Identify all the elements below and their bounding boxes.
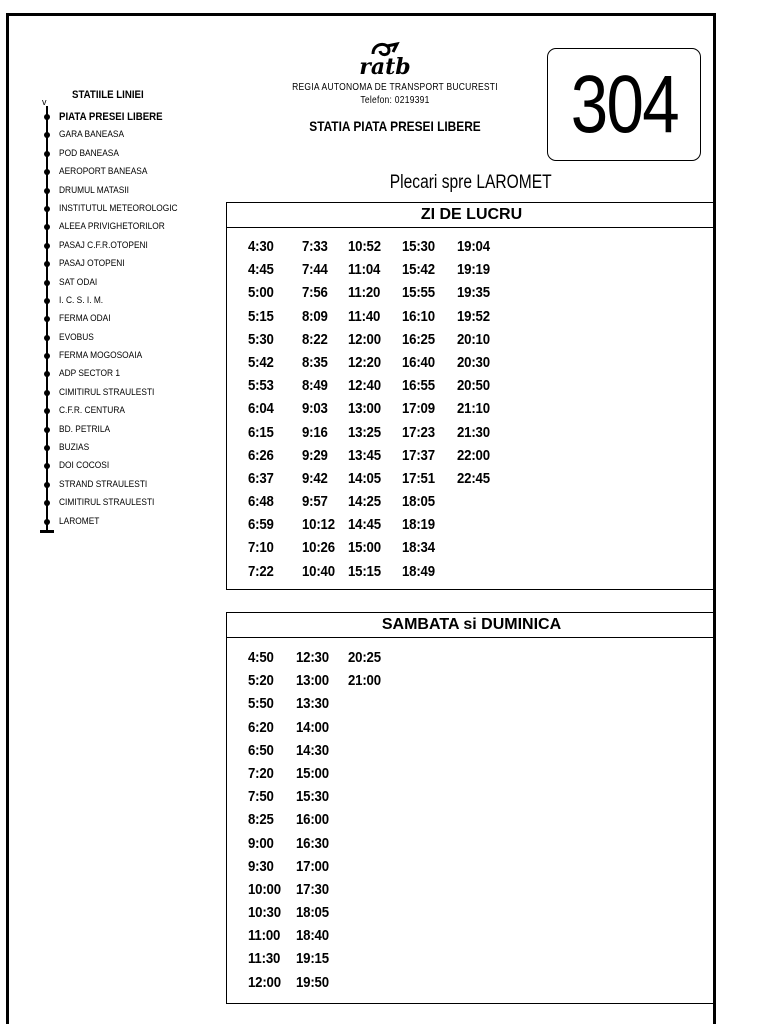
stop-dot-icon [44, 132, 50, 138]
time-row [248, 739, 400, 762]
departure-time [457, 513, 512, 536]
departure-time: 10:00 [248, 880, 281, 898]
departure-time: 9:30 [248, 857, 274, 875]
stop-dot-icon [44, 280, 50, 286]
stop-name: STRAND STRAULESTI [59, 478, 148, 490]
stop-dot-icon [44, 206, 50, 212]
departure-time: 6:59 [248, 516, 274, 534]
departure-time: 15:00 [348, 539, 381, 557]
stop-item [40, 274, 194, 292]
stop-item [40, 365, 194, 383]
weekday-times [248, 235, 512, 583]
stop-name: POD BANEASA [59, 147, 119, 159]
stop-name: ALEEA PRIVIGHETORILOR [59, 221, 165, 233]
stop-item [40, 513, 194, 531]
departure-time: 9:29 [302, 446, 328, 464]
stop-item [40, 108, 194, 126]
stop-name: ADP SECTOR 1 [59, 368, 121, 380]
stop-name: PASAJ OTOPENI [59, 258, 125, 270]
departure-time: 21:30 [457, 423, 490, 441]
departure-time: 19:04 [457, 238, 490, 255]
departure-time: 14:30 [296, 741, 329, 759]
time-row [248, 716, 400, 739]
departure-time: 11:30 [248, 950, 281, 968]
org-name: REGIA AUTONOMA DE TRANSPORT BUCURESTI [292, 82, 498, 93]
departure-time: 17:37 [402, 446, 435, 464]
departure-time: 15:30 [296, 788, 329, 806]
weekend-title: SAMBATA si DUMINICA [227, 612, 716, 638]
departure-time: 19:52 [457, 307, 490, 325]
departure-time: 6:50 [248, 741, 274, 759]
departure-time [348, 785, 400, 808]
departure-time: 5:53 [248, 377, 274, 395]
departure-time: 11:00 [248, 927, 281, 945]
stop-item [40, 310, 194, 328]
weekday-title: ZI DE LUCRU [227, 202, 716, 228]
time-row [248, 878, 400, 901]
departure-time: 7:20 [248, 764, 274, 782]
departure-time: 7:33 [302, 238, 328, 255]
time-row [248, 235, 512, 258]
departure-time: 16:25 [402, 330, 435, 348]
stop-dot-icon [44, 463, 50, 469]
departure-time: 10:12 [302, 516, 335, 534]
departure-time: 20:30 [457, 353, 490, 371]
stop-dot-icon [44, 482, 50, 488]
departure-time: 14:45 [348, 516, 381, 534]
stop-dot-icon [44, 519, 50, 525]
departure-time: 12:00 [248, 973, 281, 991]
departure-time: 9:42 [302, 469, 328, 487]
stop-dot-icon [44, 316, 50, 322]
departure-time: 17:23 [402, 423, 435, 441]
departure-time: 19:50 [296, 973, 329, 991]
departure-time: 16:55 [402, 377, 435, 395]
time-row [248, 421, 512, 444]
stop-item [40, 200, 194, 218]
departure-time: 9:57 [302, 493, 328, 511]
departure-time: 13:00 [348, 400, 381, 418]
departure-time: 18:19 [402, 516, 435, 534]
departure-time: 7:44 [302, 261, 328, 279]
stop-name: BUZIAS [59, 442, 90, 454]
departure-time: 16:10 [402, 307, 435, 325]
time-row [248, 855, 400, 878]
departure-time: 17:51 [402, 469, 435, 487]
stop-dot-icon [44, 114, 50, 120]
stop-item [40, 494, 194, 512]
stop-name: EVOBUS [59, 331, 94, 343]
stop-dot-icon [44, 500, 50, 506]
departure-time: 16:40 [402, 353, 435, 371]
stop-dot-icon [44, 169, 50, 175]
departure-time: 5:00 [248, 284, 274, 302]
departure-time: 13:45 [348, 446, 381, 464]
time-row [248, 762, 400, 785]
departure-time: 18:49 [402, 562, 435, 580]
time-row [248, 281, 512, 304]
departure-time [348, 947, 400, 970]
departure-time: 8:09 [302, 307, 328, 325]
departure-time: 7:22 [248, 562, 274, 580]
time-row [248, 901, 400, 924]
departure-time: 13:00 [296, 672, 329, 690]
departure-time: 6:26 [248, 446, 274, 464]
time-row [248, 669, 400, 692]
departure-time [348, 692, 400, 715]
stop-dot-icon [44, 353, 50, 359]
departure-time: 19:35 [457, 284, 490, 302]
stop-name: DRUMUL MATASII [59, 184, 129, 196]
departure-time: 12:20 [348, 353, 381, 371]
departure-time: 22:00 [457, 446, 490, 464]
stop-name: AEROPORT BANEASA [59, 166, 148, 178]
stop-name: SAT ODAI [59, 276, 98, 288]
departure-time: 17:30 [296, 880, 329, 898]
departure-time: 21:00 [348, 672, 381, 690]
stop-dot-icon [44, 224, 50, 230]
time-row [248, 351, 512, 374]
stop-item [40, 457, 194, 475]
departure-time: 6:20 [248, 718, 274, 736]
departure-time: 13:25 [348, 423, 381, 441]
departure-time: 9:00 [248, 834, 274, 852]
departure-time: 12:30 [296, 649, 329, 666]
logo-text: ratb [359, 54, 411, 78]
stop-dot-icon [44, 408, 50, 414]
departure-time: 14:05 [348, 469, 381, 487]
time-row [248, 328, 512, 351]
stop-dot-icon [44, 243, 50, 249]
time-row [248, 971, 400, 994]
destination-text: Plecari spre LAROMET [390, 172, 552, 193]
departure-time: 20:10 [457, 330, 490, 348]
departure-time: 9:16 [302, 423, 328, 441]
departure-time: 10:40 [302, 562, 335, 580]
stop-dot-icon [44, 298, 50, 304]
departure-time [348, 924, 400, 947]
departure-time: 8:22 [302, 330, 328, 348]
departure-time: 15:42 [402, 261, 435, 279]
stop-item [40, 421, 194, 439]
stop-item [40, 163, 194, 181]
departure-time: 17:00 [296, 857, 329, 875]
stop-dot-icon [44, 151, 50, 157]
stop-item [40, 218, 194, 236]
departure-time: 8:25 [248, 811, 274, 829]
time-row [248, 785, 400, 808]
stop-dot-icon [44, 445, 50, 451]
departure-time: 5:50 [248, 695, 274, 713]
stop-name: C.F.R. CENTURA [59, 405, 125, 417]
departure-time: 6:48 [248, 493, 274, 511]
time-row [248, 947, 400, 970]
departure-time: 14:00 [296, 718, 329, 736]
route-number: 304 [570, 58, 678, 150]
ratb-logo [353, 40, 417, 78]
stop-name: PIATA PRESEI LIBERE [59, 111, 163, 123]
departure-time: 15:30 [402, 238, 435, 255]
time-row [248, 560, 512, 583]
departure-time: 15:15 [348, 562, 381, 580]
stops-list [40, 108, 194, 531]
departure-time: 12:40 [348, 377, 381, 395]
departure-time: 16:30 [296, 834, 329, 852]
stop-name: INSTITUTUL METEOROLOGIC [59, 202, 178, 214]
stop-name: GARA BANEASA [59, 129, 125, 141]
stop-dot-icon [44, 390, 50, 396]
stop-name: CIMITIRUL STRAULESTI [59, 386, 155, 398]
departure-time: 6:37 [248, 469, 274, 487]
time-row [248, 646, 400, 669]
stop-dot-icon [44, 261, 50, 267]
stop-item [40, 255, 194, 273]
departure-time: 5:15 [248, 307, 274, 325]
departure-time: 7:10 [248, 539, 274, 557]
departure-time [348, 878, 400, 901]
stop-item [40, 237, 194, 255]
departure-time: 19:15 [296, 950, 329, 968]
departure-time: 6:04 [248, 400, 274, 418]
departure-time: 7:56 [302, 284, 328, 302]
departure-time: 5:42 [248, 353, 274, 371]
time-row [248, 467, 512, 490]
route-number-box [547, 48, 701, 161]
stop-name: FERMA MOGOSOAIA [59, 350, 143, 362]
departure-time: 18:05 [402, 493, 435, 511]
stop-name: DOI COCOSI [59, 460, 110, 472]
stop-item [40, 384, 194, 402]
departure-time: 18:05 [296, 904, 329, 922]
stop-name: PASAJ C.F.R.OTOPENI [59, 239, 148, 251]
departure-time: 5:20 [248, 672, 274, 690]
departure-time: 11:04 [348, 261, 381, 279]
stop-item [40, 145, 194, 163]
departure-time: 18:40 [296, 927, 329, 945]
time-row [248, 808, 400, 831]
stop-dot-icon [44, 427, 50, 433]
departure-time: 4:45 [248, 261, 274, 279]
departure-time: 20:25 [348, 649, 381, 666]
departure-time [348, 762, 400, 785]
stop-item [40, 329, 194, 347]
departure-time [348, 832, 400, 855]
stop-name: BD. PETRILA [59, 423, 111, 435]
time-row [248, 444, 512, 467]
departure-time: 11:20 [348, 284, 381, 302]
time-row [248, 258, 512, 281]
departure-time: 15:00 [296, 764, 329, 782]
departure-time: 22:45 [457, 469, 490, 487]
departure-time [348, 808, 400, 831]
stop-dot-icon [44, 335, 50, 341]
line-start-mark: v [42, 97, 47, 107]
time-row [248, 490, 512, 513]
departure-time: 12:00 [348, 330, 381, 348]
time-row [248, 692, 400, 715]
stop-item [40, 439, 194, 457]
departure-time: 4:50 [248, 649, 274, 666]
departure-time: 15:55 [402, 284, 435, 302]
stop-name: I. C. S. I. M. [59, 294, 104, 306]
stop-item [40, 182, 194, 200]
departure-time: 10:52 [348, 238, 381, 255]
departure-time: 17:09 [402, 400, 435, 418]
time-row [248, 513, 512, 536]
stop-item [40, 476, 194, 494]
stop-name: CIMITIRUL STRAULESTI [59, 497, 155, 509]
time-row [248, 305, 512, 328]
departure-time: 8:49 [302, 377, 328, 395]
departure-time: 20:50 [457, 377, 490, 395]
departure-time: 10:30 [248, 904, 281, 922]
stop-name: LAROMET [59, 515, 100, 527]
departure-time: 21:10 [457, 400, 490, 418]
destination-title [226, 172, 716, 194]
departure-time: 18:34 [402, 539, 435, 557]
departure-time: 8:35 [302, 353, 328, 371]
stop-item [40, 292, 194, 310]
departure-time: 4:30 [248, 238, 274, 255]
departure-time [457, 560, 512, 583]
time-row [248, 536, 512, 559]
time-row [248, 374, 512, 397]
time-row [248, 397, 512, 420]
departure-time: 9:03 [302, 400, 328, 418]
org-phone: Telefon: 0219391 [360, 95, 430, 106]
stop-item [40, 402, 194, 420]
departure-time: 5:30 [248, 330, 274, 348]
stop-name: FERMA ODAI [59, 313, 111, 325]
departure-time [348, 716, 400, 739]
stop-dot-icon [44, 188, 50, 194]
departure-time [457, 536, 512, 559]
stop-dot-icon [44, 371, 50, 377]
stop-item [40, 347, 194, 365]
time-row [248, 924, 400, 947]
departure-time: 19:19 [457, 261, 490, 279]
station-title: STATIA PIATA PRESEI LIBERE [309, 118, 481, 134]
stops-title: STATIILE LINIEI [72, 89, 144, 101]
departure-time: 7:50 [248, 788, 274, 806]
departure-time [348, 739, 400, 762]
departure-time: 16:00 [296, 811, 329, 829]
departure-time: 11:40 [348, 307, 381, 325]
departure-time: 13:30 [296, 695, 329, 713]
weekend-times [248, 646, 400, 994]
departure-time [348, 855, 400, 878]
departure-time [348, 901, 400, 924]
departure-time [348, 971, 400, 994]
departure-time: 14:25 [348, 493, 381, 511]
stop-item [40, 126, 194, 144]
departure-time: 10:26 [302, 539, 335, 557]
time-row [248, 832, 400, 855]
departure-time [457, 490, 512, 513]
departure-time: 6:15 [248, 423, 274, 441]
